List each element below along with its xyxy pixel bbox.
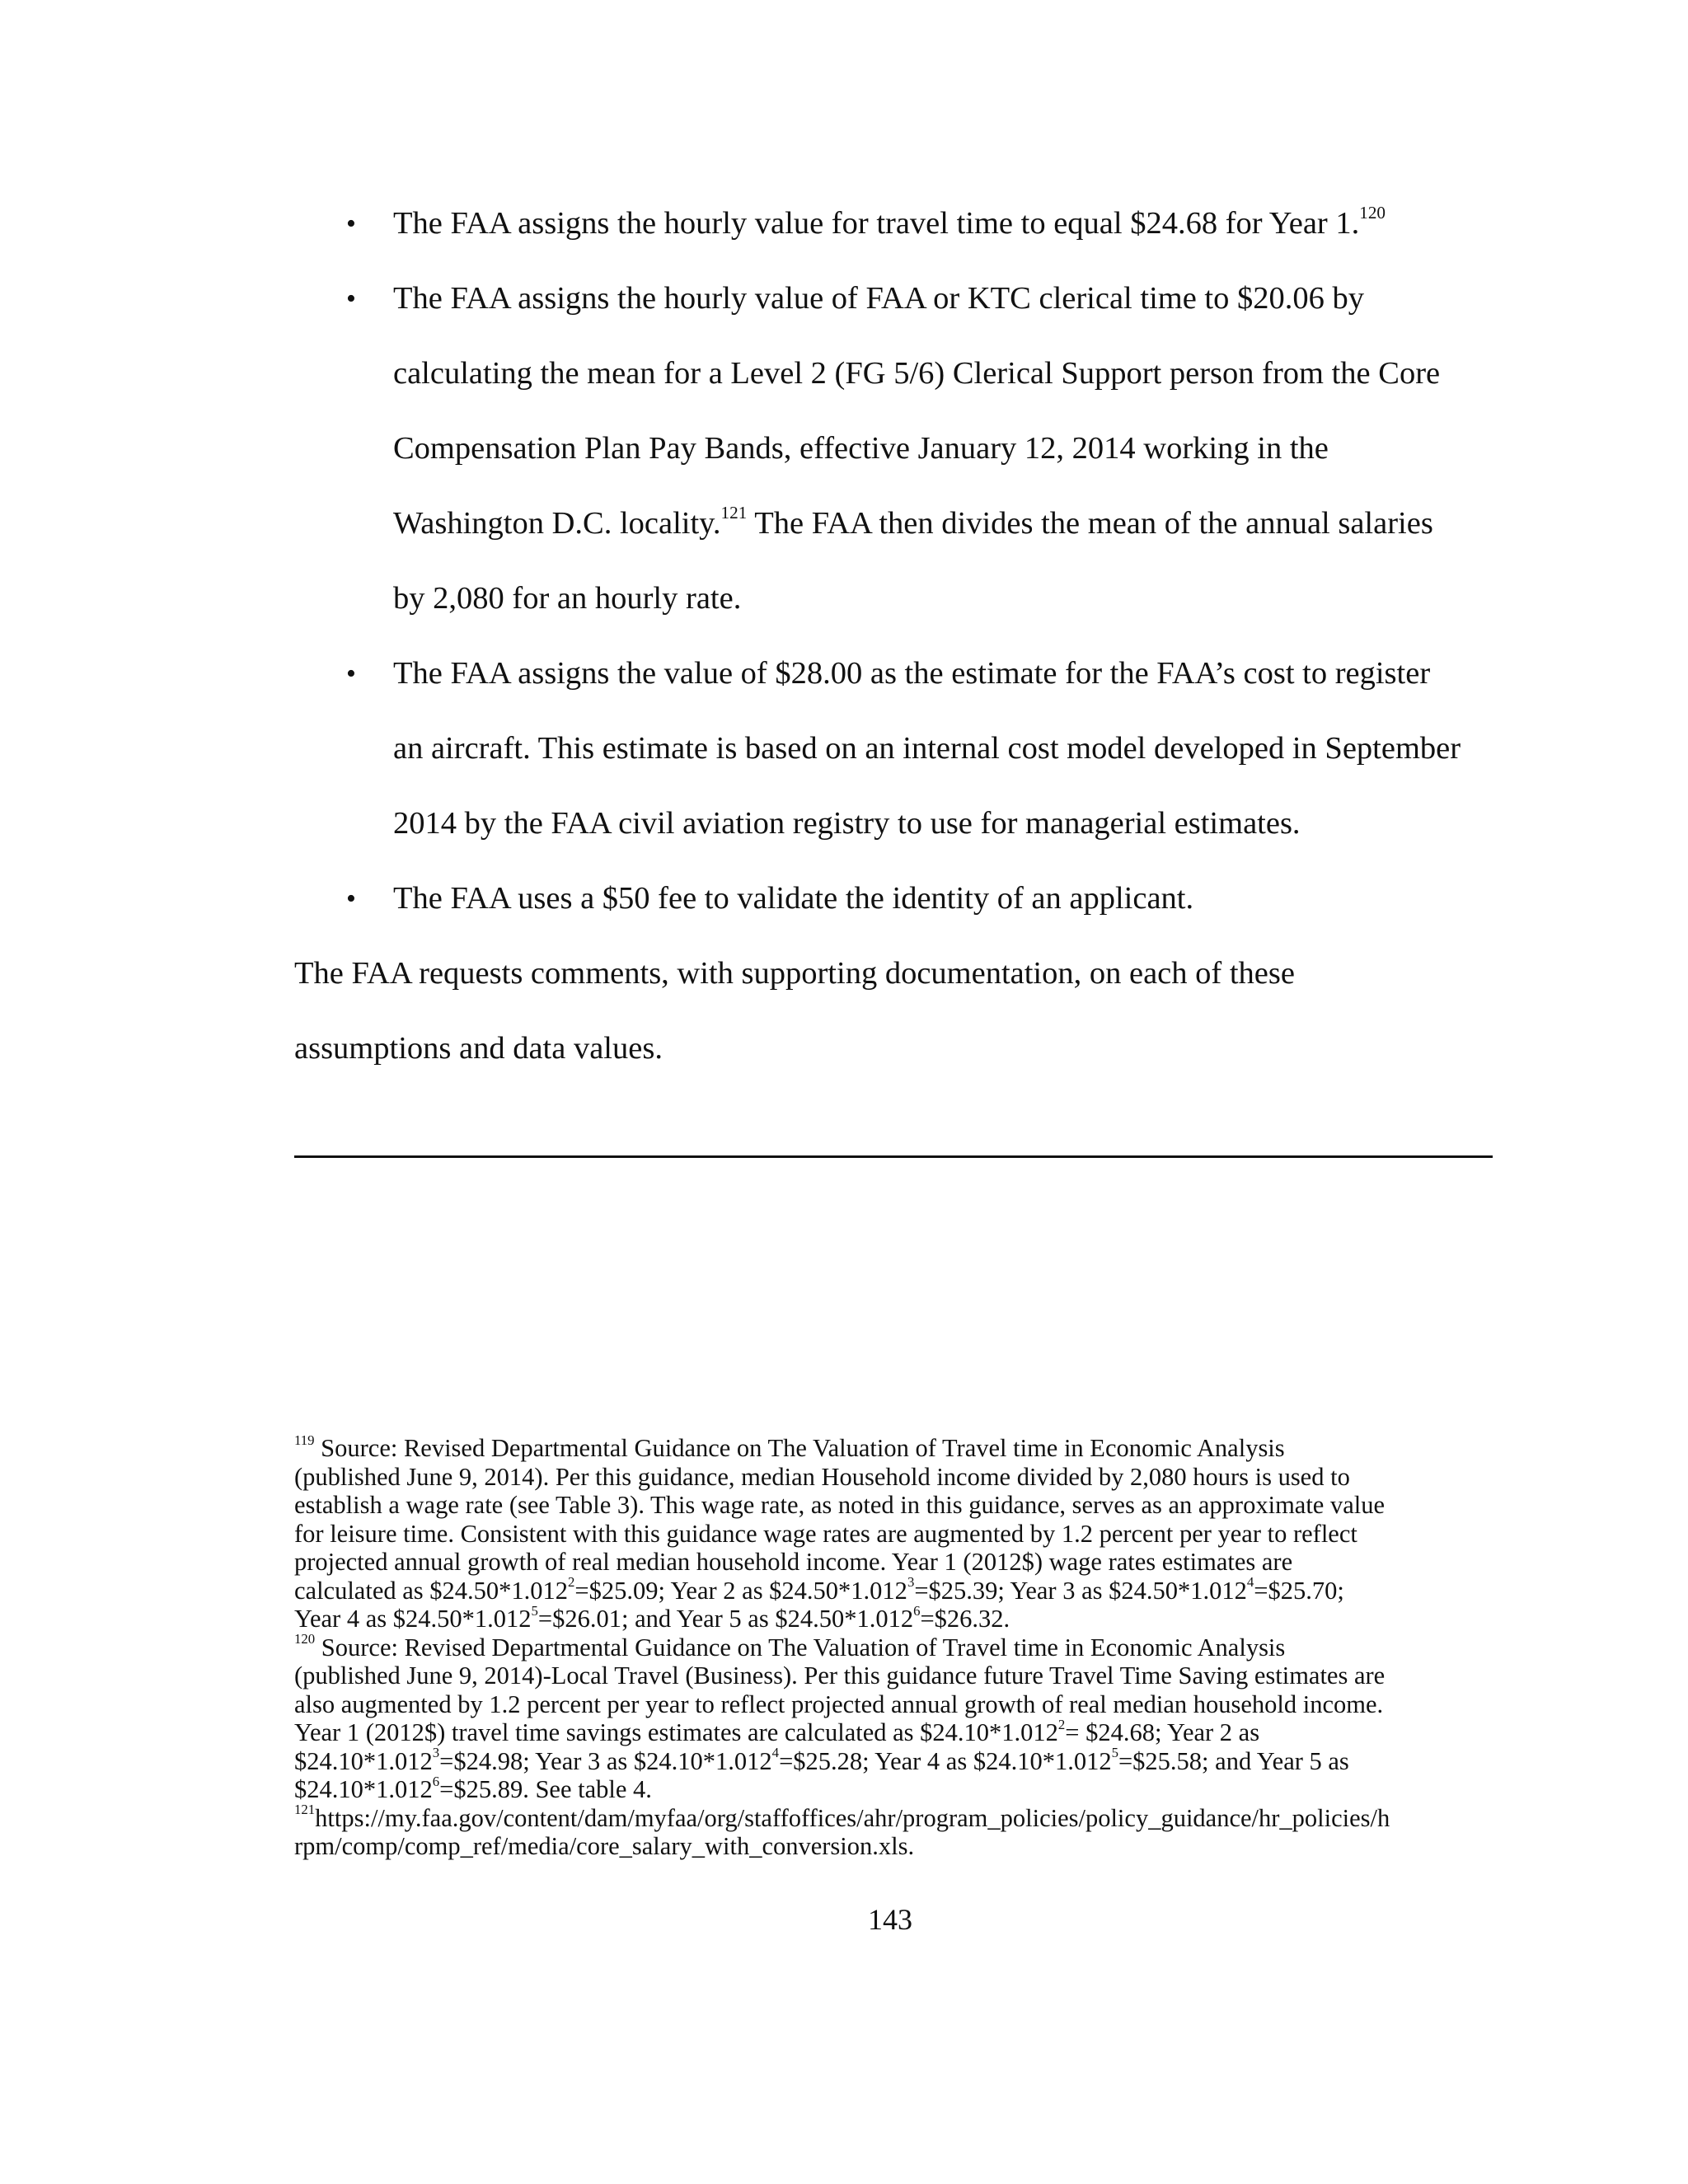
bullet-text: Washington D.C. locality. [393, 506, 721, 541]
footnote-line [294, 1602, 1498, 1633]
footnote-link[interactable]: https://my.faa.gov/content/dam/myfaa/org/staffoffices/ahr/program_policies/policy_guidance/hr_policies/h [315, 1803, 1390, 1832]
bullet-line: calculating the mean for a Level 2 (FG 5/6) Clerical Support person from the Core [393, 356, 1441, 391]
bullet-icon: • [346, 209, 356, 239]
footnote-text: =$26.32. [920, 1605, 1010, 1633]
footnote-121 [294, 1804, 1498, 1861]
footnote-line [294, 1434, 1498, 1463]
bullet-line: Compensation Plan Pay Bands, effective January 12, 2014 working in the [393, 431, 1329, 466]
bullet-icon: • [346, 658, 356, 689]
exponent: 4 [1246, 1574, 1254, 1590]
footnote-120 [294, 1633, 1498, 1804]
footnote-number: 119 [294, 1432, 315, 1448]
closing-paragraph-line: The FAA requests comments, with supporting documentation, on each of these [294, 956, 1295, 991]
footnote-text: =$25.70; [1254, 1576, 1344, 1605]
bullet-icon: • [346, 284, 356, 314]
footnote-line: (published June 9, 2014). Per this guidance, median Household income divided by 2,080 hours is used to [294, 1462, 1350, 1491]
bullet-line: The FAA assigns the value of $28.00 as the estimate for the FAA’s cost to register [393, 656, 1431, 691]
bullet-icon: • [346, 883, 356, 914]
footnote-line [294, 1718, 1498, 1747]
bullet-text: The FAA assigns the hourly value for travel time to equal $24.68 for Year 1. [393, 206, 1360, 241]
footnote-link-continued[interactable]: rpm/comp/comp_ref/media/core_salary_with_conversion.xls. [294, 1832, 915, 1860]
bullet-item-identity-fee [294, 861, 1493, 936]
footnote-text: $24.10*1.012 [294, 1746, 433, 1775]
closing-paragraph-line: assumptions and data values. [294, 1031, 663, 1066]
footnote-line: (published June 9, 2014)-Local Travel (Business). Per this guidance future Travel Time Saving estimates are [294, 1661, 1386, 1690]
footnotes [294, 1434, 1498, 1861]
footnote-ref-121[interactable]: 121 [720, 502, 748, 523]
footnote-line [294, 1747, 1498, 1776]
footnote-text: =$25.58; and Year 5 as [1118, 1746, 1349, 1775]
exponent: 2 [568, 1574, 575, 1590]
footnote-line: establish a wage rate (see Table 3). This wage rate, as noted in this guidance, serves as an approximate value [294, 1491, 1386, 1519]
footnote-text: =$26.01; and Year 5 as $24.50*1.012 [537, 1605, 914, 1633]
bullet-line: by 2,080 for an hourly rate. [393, 581, 742, 616]
footnote-text: =$25.28; Year 4 as $24.10*1.012 [779, 1746, 1112, 1775]
footnote-119 [294, 1434, 1498, 1633]
footnote-text: Year 4 as $24.50*1.012 [294, 1605, 532, 1633]
bullet-line: The FAA assigns the hourly value of FAA or KTC clerical time to $20.06 by [393, 281, 1364, 316]
bullet-item-travel-time [294, 186, 1493, 261]
body-text [294, 186, 1493, 1086]
footnote-separator [294, 1155, 1493, 1158]
footnote-text: Source: Revised Departmental Guidance on The Valuation of Travel time in Economic Analysis [315, 1633, 1286, 1661]
footnote-text: calculated as $24.50*1.012 [294, 1576, 569, 1605]
footnote-line [294, 1633, 1498, 1662]
footnote-text: =$25.09; Year 2 as $24.50*1.012 [574, 1576, 907, 1605]
bullet-line: 2014 by the FAA civil aviation registry to use for managerial estimates. [393, 806, 1301, 841]
bullet-item-clerical-time [294, 261, 1493, 636]
footnote-line: also augmented by 1.2 percent per year to reflect projected annual growth of real median household income. [294, 1690, 1384, 1718]
footnote-ref-120[interactable]: 120 [1359, 202, 1386, 223]
bullet-line [393, 186, 1493, 261]
footnote-text: =$24.98; Year 3 as $24.10*1.012 [439, 1746, 772, 1775]
page-number: 143 [868, 1903, 912, 1936]
bullet-line [393, 486, 1493, 561]
bullet-line: The FAA uses a $50 fee to validate the identity of an applicant. [393, 881, 1194, 916]
footnote-line: projected annual growth of real median household income. Year 1 (2012$) wage rates estimates are [294, 1548, 1293, 1576]
bullet-item-registration-cost [294, 636, 1493, 861]
footnote-text: =$25.89. See table 4. [439, 1775, 652, 1803]
footnote-line: for leisure time. Consistent with this guidance wage rates are augmented by 1.2 percent per year to reflect [294, 1519, 1357, 1548]
footnote-line [294, 1775, 1498, 1804]
footnote-text: =$25.39; Year 3 as $24.50*1.012 [914, 1576, 1247, 1605]
footnote-line [294, 1574, 1498, 1605]
footnote-text: = $24.68; Year 2 as [1065, 1718, 1260, 1746]
footnote-number: 120 [294, 1631, 316, 1647]
exponent: 5 [531, 1602, 538, 1619]
exponent: 3 [907, 1574, 915, 1590]
bullet-text: The FAA then divides the mean of the annual salaries [747, 506, 1433, 541]
exponent: 5 [1111, 1745, 1118, 1760]
footnote-text: $24.10*1.012 [294, 1775, 433, 1803]
footnote-line [294, 1804, 1498, 1833]
exponent: 4 [771, 1745, 780, 1760]
exponent: 2 [1057, 1716, 1066, 1732]
footnote-text: Source: Revised Departmental Guidance on The Valuation of Travel time in Economic Analysis [314, 1434, 1285, 1462]
footnote-number: 121 [294, 1802, 316, 1817]
footnote-text: Year 1 (2012$) travel time savings estimates are calculated as $24.10*1.012 [294, 1718, 1058, 1746]
bullet-line: an aircraft. This estimate is based on an internal cost model developed in September [393, 731, 1461, 766]
exponent: 6 [432, 1773, 440, 1789]
exponent: 3 [432, 1745, 440, 1760]
exponent: 6 [913, 1602, 921, 1619]
